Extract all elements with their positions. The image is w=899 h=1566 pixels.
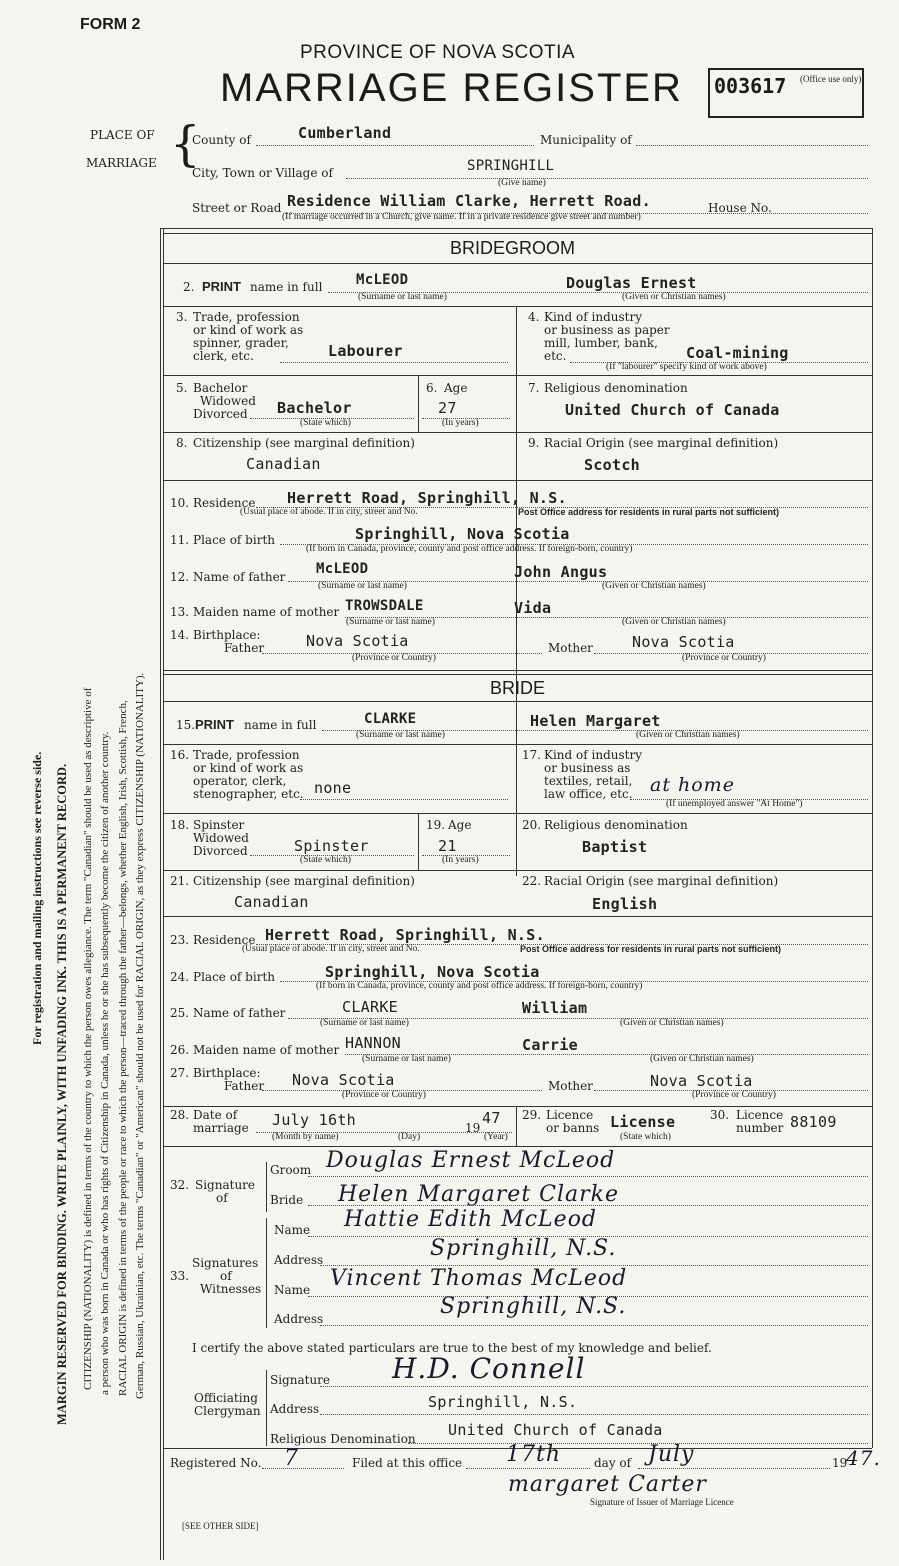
groom-citizenship: Canadian: [246, 455, 321, 473]
sidebar-line1: For registration and mailing instructions see reverse side.: [30, 751, 44, 1045]
bride-industry: at home: [650, 774, 735, 796]
witness2-name-signature: Vincent Thomas McLeod: [330, 1266, 628, 1291]
house-label: House No.: [708, 201, 772, 215]
clergy-address: Springhill, N.S.: [428, 1393, 578, 1411]
bride-signature: Helen Margaret Clarke: [338, 1182, 620, 1207]
witness2-address-signature: Springhill, N.S.: [440, 1294, 627, 1319]
filed-day: 17th: [506, 1442, 562, 1467]
county-value: Cumberland: [298, 124, 392, 142]
city-label: City, Town or Village of: [192, 166, 333, 180]
groom-mother-surname: TROWSDALE: [345, 598, 424, 614]
certification-statement: I certify the above stated particulars are true to the best of my knowledge and belief.: [192, 1341, 712, 1355]
bride-marital-status: Spinster: [294, 837, 369, 855]
sidebar-line4: a person who was born in Canada or who has rights of Citizenship in Canada, unless he or she has subsequently become the citizen of another country.: [99, 731, 111, 1395]
bride-mother-surname: HANNON: [345, 1034, 401, 1052]
bride-residence: Herrett Road, Springhill, N.S.: [265, 926, 545, 944]
give-name-caption: (Give name): [498, 178, 546, 188]
bride-citizenship: Canadian: [234, 893, 309, 911]
bride-surname: CLARKE: [364, 711, 417, 727]
street-value: Residence William Clarke, Herrett Road.: [287, 192, 651, 210]
sidebar-line6: German, Russian, Ukrainian, etc. The terms "Canadian" or "American" should not be used for RACIAL ORIGIN, as they express CITIZENSHIP (NATIONALITY).: [134, 672, 146, 1399]
groom-given-names: Douglas Ernest: [566, 274, 697, 292]
witness1-address-signature: Springhill, N.S.: [430, 1236, 617, 1261]
licence-number: 88109: [790, 1113, 837, 1131]
bride-religion: Baptist: [582, 838, 648, 856]
groom-racial-origin: Scotch: [584, 456, 640, 474]
sidebar-line5: RACIAL ORIGIN is defined in terms of the people or race to which the person—traced through the father—belongs, whether English, Irish, Scottish, French,: [117, 700, 129, 1396]
street-caption: (If marriage occurred in a Church, give name. If in a private residence give street and number): [282, 212, 641, 222]
filed-month: July: [648, 1442, 695, 1467]
groom-age: 27: [438, 399, 457, 417]
issuer-caption: Signature of Issuer of Marriage Licence: [590, 1497, 734, 1507]
groom-father-given: John Angus: [514, 563, 608, 581]
bride-father-given: William: [522, 999, 588, 1017]
bride-father-birthplace: Nova Scotia: [292, 1071, 395, 1089]
bride-age: 21: [438, 837, 457, 855]
see-other-side: [SEE OTHER SIDE]: [182, 1521, 259, 1531]
municipality-label: Municipality of: [540, 133, 632, 147]
sidebar-line3: CITIZENSHIP (NATIONALITY) is defined in terms of the country to which the person owes allegiance. The term "Canadian" should be used as descriptive of: [82, 687, 94, 1390]
groom-name-label: name in full: [250, 280, 323, 294]
clergy-signature: H.D. Connell: [392, 1352, 586, 1385]
groom-religion: United Church of Canada: [565, 401, 780, 419]
groom-residence: Herrett Road, Springhill, N.S.: [287, 489, 567, 507]
province-heading: PROVINCE OF NOVA SCOTIA: [300, 42, 576, 63]
groom-mother-given: Vida: [514, 599, 552, 617]
groom-surname: McLEOD: [356, 272, 409, 288]
witness1-name-signature: Hattie Edith McLeod: [344, 1207, 598, 1232]
bride-trade: none: [314, 779, 352, 797]
bride-given-names: Helen Margaret: [530, 712, 661, 730]
licence-type: License: [610, 1113, 676, 1131]
registration-note: (Office use only): [800, 74, 862, 84]
bride-father-surname: CLARKE: [342, 998, 398, 1016]
groom-trade: Labourer: [328, 342, 403, 360]
place-of-label: PLACE OF: [90, 128, 155, 142]
groom-industry: Coal-mining: [686, 344, 789, 362]
registration-number: 003617: [714, 74, 787, 98]
groom-marital-status: Bachelor: [277, 399, 352, 417]
bride-birthplace: Springhill, Nova Scotia: [325, 963, 540, 981]
marriage-label: MARRIAGE: [86, 156, 157, 170]
bride-mother-birthplace: Nova Scotia: [650, 1072, 753, 1090]
issuer-signature: margaret Carter: [508, 1472, 707, 1497]
bride-mother-given: Carrie: [522, 1036, 578, 1054]
street-label: Street or Road: [192, 201, 282, 215]
bride-racial-origin: English: [592, 895, 658, 913]
sidebar-line2: MARGIN RESERVED FOR BINDING. WRITE PLAINLY, WITH UNFADING INK. THIS IS A PERMANENT RECORD.: [55, 763, 69, 1425]
place-brace: {: [170, 116, 201, 172]
page-title: MARRIAGE REGISTER: [220, 66, 683, 110]
groom-father-birthplace: Nova Scotia: [306, 632, 409, 650]
bride-heading: BRIDE: [490, 678, 546, 698]
groom-mother-birthplace: Nova Scotia: [632, 633, 735, 651]
county-label: County of: [192, 133, 251, 147]
clergy-denomination: United Church of Canada: [448, 1421, 663, 1439]
groom-birthplace: Springhill, Nova Scotia: [355, 525, 570, 543]
groom-signature: Douglas Ernest McLeod: [326, 1148, 616, 1173]
bride-name-label: name in full: [244, 718, 317, 732]
marriage-year: 47: [482, 1109, 501, 1127]
bridegroom-heading: BRIDEGROOM: [450, 238, 576, 258]
city-value: SPRINGHILL: [467, 158, 555, 174]
registered-number: 7: [284, 1446, 299, 1471]
filed-year: 47.: [846, 1446, 881, 1470]
groom-father-surname: McLEOD: [316, 561, 369, 577]
marriage-month-day: July 16th: [272, 1111, 356, 1129]
form-label: FORM 2: [80, 16, 141, 33]
